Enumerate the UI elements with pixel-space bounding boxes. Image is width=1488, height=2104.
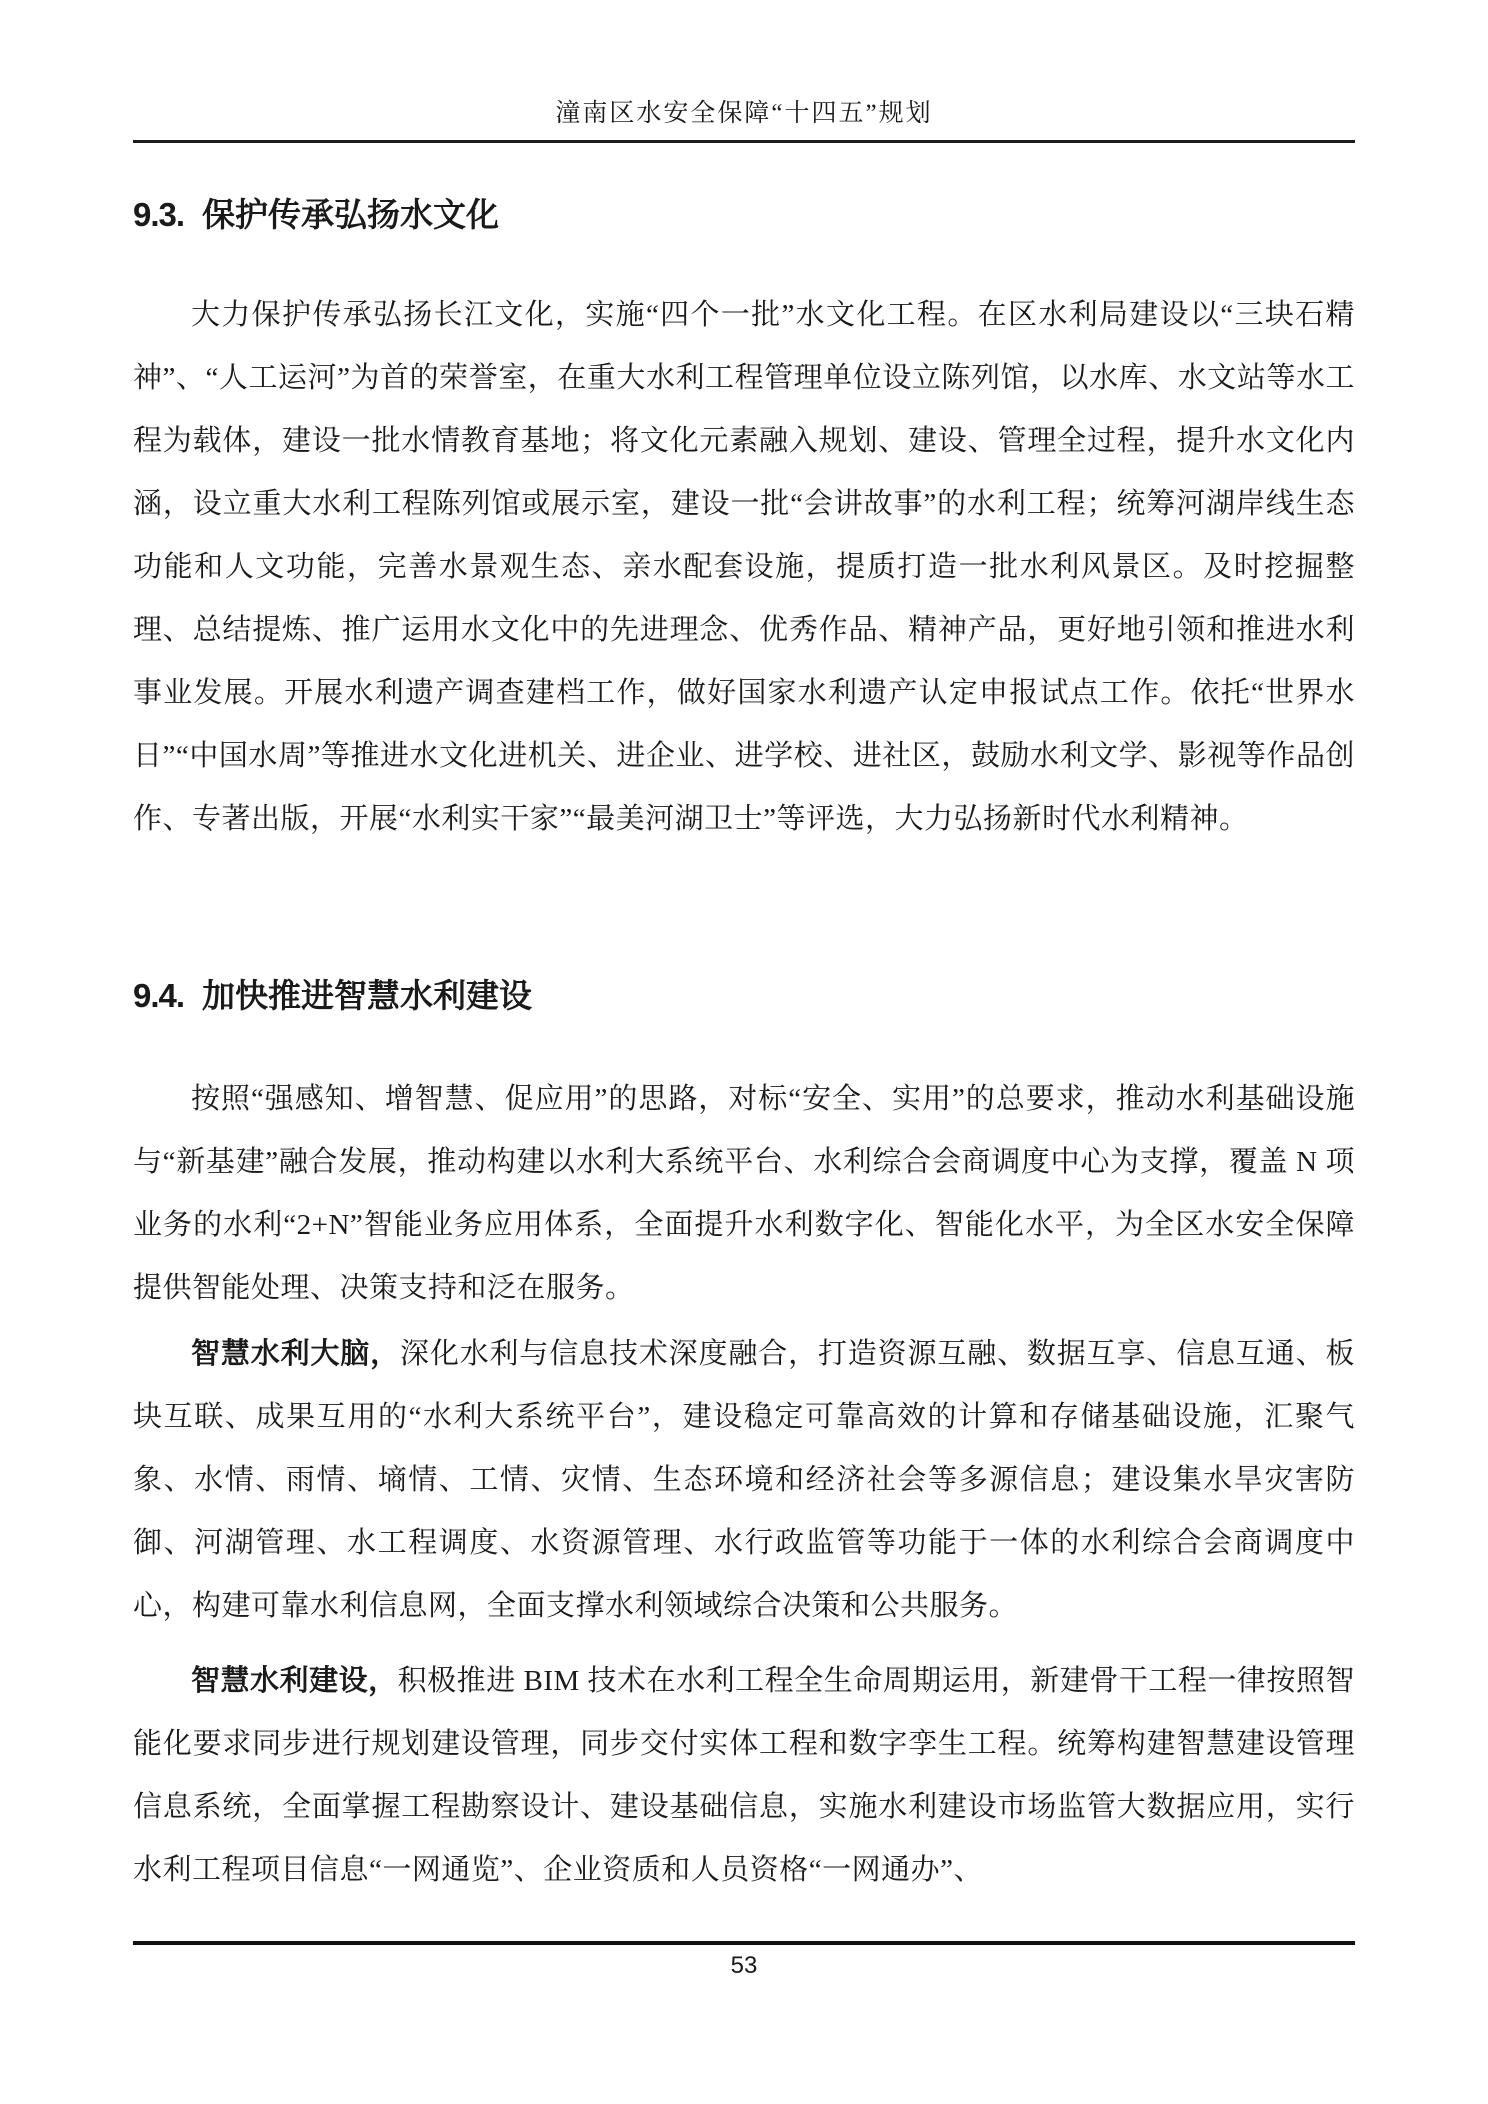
section-9-3-number: 9.3.	[133, 196, 185, 233]
paragraph-3-bold-lead: 智慧水利建设，	[191, 1665, 398, 1697]
section-9-4-paragraph-1: 按照“强感知、增智慧、促应用”的思路，对标“安全、实用”的总要求，推动水利基础设施与“新基建”融合发展，推动构建以水利大系统平台、水利综合会商调度中心为支撑，覆盖 N 项业务的水利“2+N”智能业务应用体系，全面提升水利数字化、智能化水平，为全区水安全保障提供智能处理、决策支持和泛在服务。	[133, 1083, 1355, 1304]
section-9-4-paragraph-2	[133, 1323, 1355, 1643]
section-9-4-heading	[133, 974, 532, 1019]
footer-rule	[133, 1941, 1355, 1945]
paragraph-3-body-text: 积极推进 BIM 技术在水利工程全生命周期运用，新建骨干工程一律按照智能化要求同步进行规划建设管理，同步交付实体工程和数字孪生工程。统筹构建智慧建设管理信息系统，全面掌握工程勘察设计、建设基础信息，实施水利建设市场监管大数据应用，实行水利工程项目信息“一网通览”、企业资质和人员资格“一网通办”、	[133, 1665, 1355, 1886]
section-9-4-title: 加快推进智慧水利建设	[202, 979, 533, 1015]
paragraph-2-bold-lead: 智慧水利大脑，	[191, 1338, 400, 1370]
section-9-3-heading	[133, 193, 499, 238]
page-number: 53	[730, 1952, 758, 1979]
header-rule	[133, 140, 1355, 143]
page-header-title: 潼南区水安全保障“十四五”规划	[555, 100, 933, 127]
section-9-4-paragraph-3	[133, 1650, 1355, 1906]
section-9-3-title: 保护传承弘扬水文化	[202, 198, 500, 234]
section-9-4-number: 9.4.	[133, 977, 185, 1014]
paragraph-2-body-text: 深化水利与信息技术深度融合，打造资源互融、数据互享、信息互通、板块互联、成果互用的“水利大系统平台”，建设稳定可靠高效的计算和存储基础设施，汇聚气象、水情、雨情、墒情、工情、灾情、生态环境和经济社会等多源信息；建设集水旱灾害防御、河湖管理、水工程调度、水资源管理、水行政监管等功能于一体的水利综合会商调度中心，构建可靠水利信息网，全面支撑水利领域综合决策和公共服务。	[133, 1338, 1355, 1622]
section-9-3-paragraph: 大力保护传承弘扬长江文化，实施“四个一批”水文化工程。在区水利局建设以“三块石精神”、“人工运河”为首的荣誉室，在重大水利工程管理单位设立陈列馆，以水库、水文站等水工程为载体，建设一批水情教育基地；将文化元素融入规划、建设、管理全过程，提升水文化内涵，设立重大水利工程陈列馆或展示室，建设一批“会讲故事”的水利工程；统筹河湖岸线生态功能和人文功能，完善水景观生态、亲水配套设施，提质打造一批水利风景区。及时挖掘整理、总结提炼、推广运用水文化中的先进理念、优秀作品、精神产品，更好地引领和推进水利事业发展。开展水利遗产调查建档工作，做好国家水利遗产认定申报试点工作。依托“世界水日”“中国水周”等推进水文化进机关、进企业、进学校、进社区，鼓励水利文学、影视等作品创作、专著出版，开展“水利实干家”“最美河湖卫士”等评选，大力弘扬新时代水利精神。	[133, 299, 1355, 835]
